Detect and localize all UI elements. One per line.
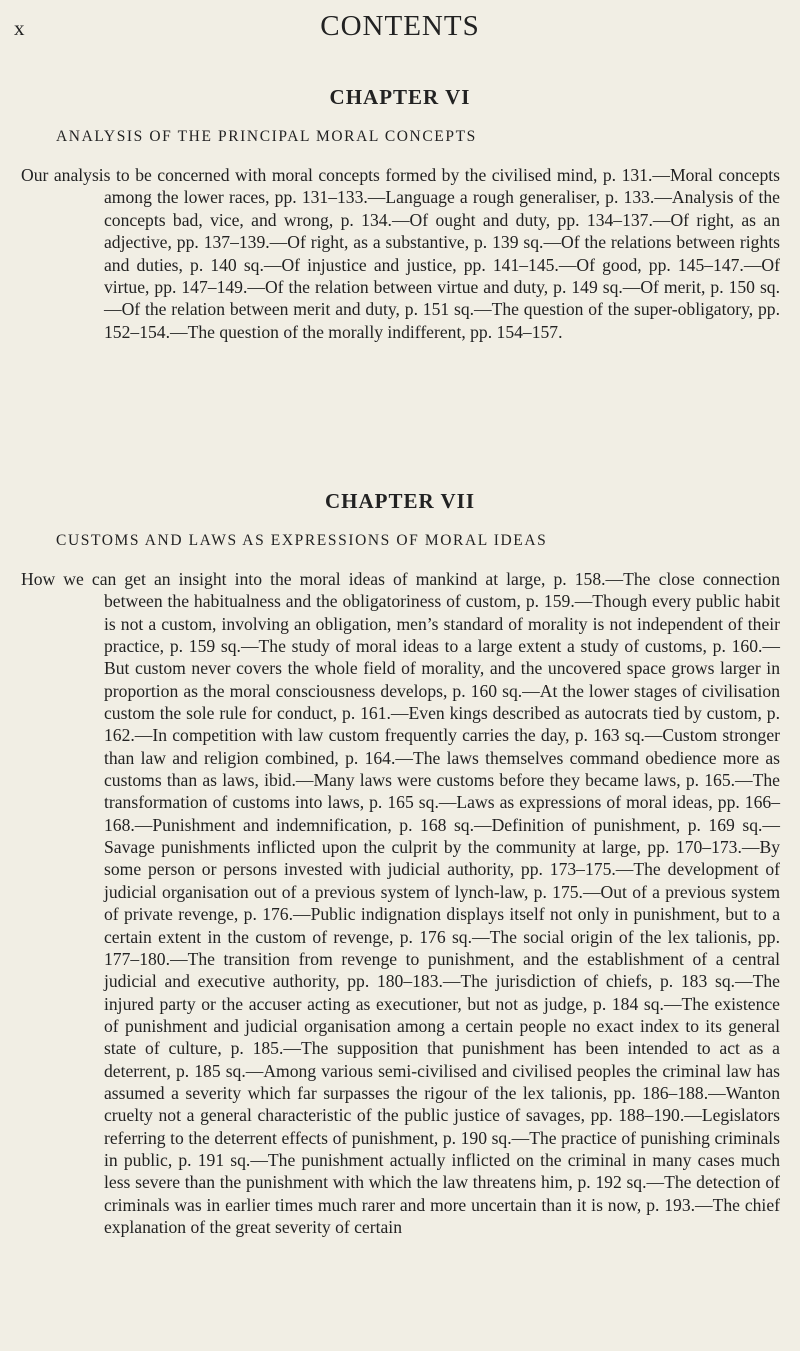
chapter-title: CHAPTER VII: [324, 489, 476, 513]
chapter-7-section: [0, 488, 800, 1238]
chapter-subtitle: ANALYSIS OF THE PRINCIPAL MORAL CONCEPTS: [56, 128, 477, 145]
running-head: [0, 6, 800, 46]
chapter-summary: Our analysis to be concerned with moral concepts formed by the civilised mind, p. 131.—Moral concepts among the lower races, pp. 131–133.—Language a rough generaliser, p. 133.—Analysis of the concepts bad, vice, and wrong, p. 134.—Of ought and duty, pp. 134–137.—Of right, as an adjective, pp. 137–139.—Of right, as a substantive, p. 139 sq.—Of the relations between rights and duties, p. 140 sq.—Of injustice and justice, pp. 141–145.—Of good, pp. 145–147.—Of virtue, pp. 147–149.—Of the relation between virtue and duty, p. 149 sq.—Of merit, p. 150 sq.—Of the relation between merit and duty, p. 151 sq.—The question of the super-obligatory, pp. 152–154.—The question of the morally indifferent, pp. 154–157.: [21, 165, 780, 342]
chapter-title: CHAPTER VI: [329, 85, 471, 109]
running-title: CONTENTS: [320, 10, 480, 42]
chapter-6-section: [0, 84, 800, 343]
chapter-summary: How we can get an insight into the moral ideas of mankind at large, p. 158.—The close connection between the habitualness and the obligatoriness of custom, p. 159.—Though every public habit is not a custom, involving an obligation, men’s standard of morality is not independent of their practice, p. 159 sq.—The study of moral ideas to a large extent a study of customs, p. 160.—But custom never covers the whole field of morality, and the uncovered space grows larger in proportion as the moral consciousness develops, p. 160 sq.—At the lower stages of civilisation custom the sole rule for conduct, p. 161.—Even kings described as autocrats tied by custom, p. 162.—In competition with law custom frequently carries the day, p. 163 sq.—Custom stronger than law and religion combined, p. 164.—The laws themselves command obedience more as customs than as laws, ibid.—Many laws were customs before they became laws, p. 165.—The transformation of customs into laws, p. 165 sq.—Laws as expressions of moral ideas, pp. 166–168.—Punishment and indemnification, p. 168 sq.—Definition of punishment, p. 169 sq.—Savage punishments inflicted upon the culprit by the community at large, pp. 170–173.—By some person or persons invested with judicial authority, pp. 173–175.—The development of judicial organisation out of a previous system of lynch-law, p. 175.—Out of a previous system of private revenge, p. 176.—Public indignation displays itself not only in punishment, but to a certain extent in the custom of revenge, p. 176 sq.—The social origin of the lex talionis, pp. 177–180.—The transition from revenge to punishment, and the establishment of a central judicial and executive authority, pp. 180–183.—The jurisdiction of chiefs, p. 183 sq.—The injured party or the accuser acting as executioner, but not as judge, p. 184 sq.—The existence of punishment and judicial organisation among a certain people no exact index to its general state of culture, p. 185.—The supposition that punishment has been intended to act as a deterrent, p. 185 sq.—Among various semi-civilised and civilised peoples the criminal law has assumed a severity which far surpasses the rigour of the lex talionis, pp. 186–188.—Wanton cruelty not a general characteristic of the public justice of savages, pp. 188–190.—Legislators referring to the deterrent effects of punishment, p. 190 sq.—The practice of punishing criminals in public, p. 191 sq.—The punishment actually inflicted on the criminal in many cases much less severe than the punishment with which the law threatens him, p. 192 sq.—The detection of criminals was in earlier times much rarer and more uncertain than it is now, p. 193.—The chief explanation of the great severity of certain: [21, 569, 780, 1237]
chapter-subtitle: CUSTOMS AND LAWS AS EXPRESSIONS OF MORAL IDEAS: [56, 532, 548, 549]
page-number: x: [14, 16, 26, 40]
